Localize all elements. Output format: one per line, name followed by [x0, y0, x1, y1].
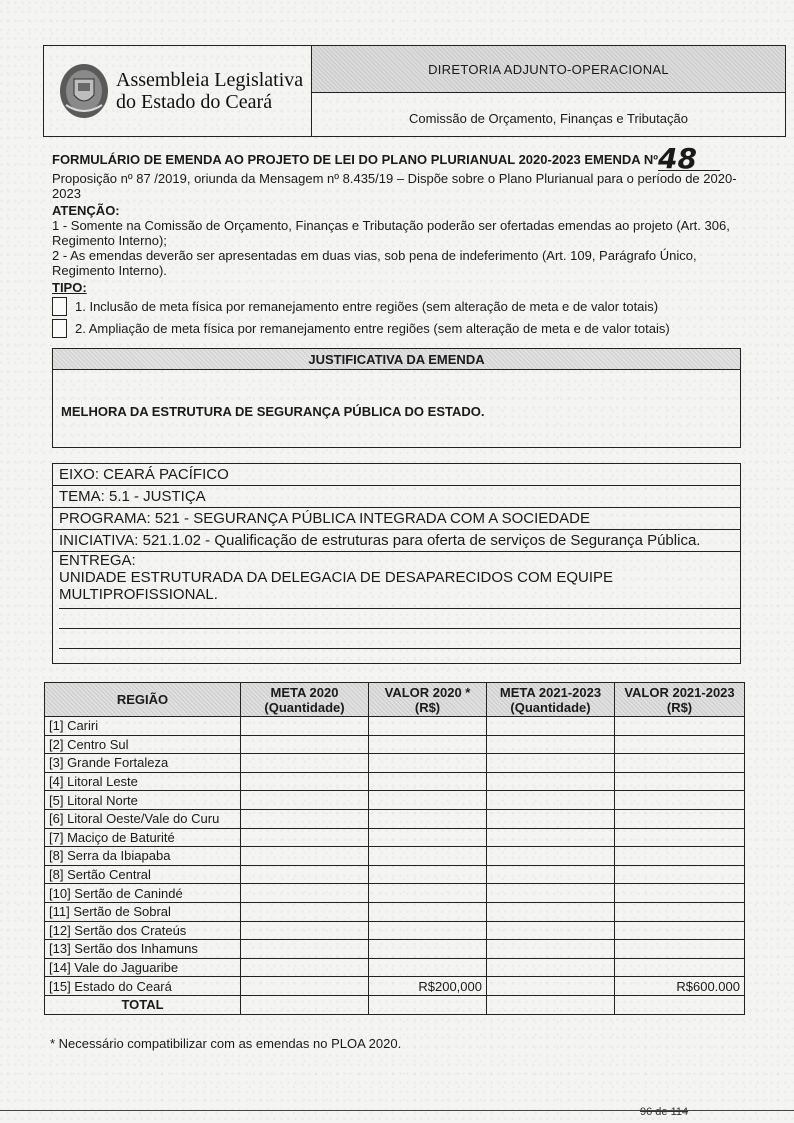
- iniciativa-field[interactable]: INICIATIVA: 521.1.02 - Qualificação de estruturas para oferta de serviços de Segurança Pública.: [53, 530, 740, 552]
- value-cell[interactable]: [487, 791, 615, 810]
- value-cell[interactable]: [615, 809, 745, 828]
- value-cell[interactable]: [369, 828, 487, 847]
- value-cell[interactable]: [615, 735, 745, 754]
- entrega-line: [59, 648, 740, 649]
- value-cell[interactable]: [615, 847, 745, 866]
- total-value-cell[interactable]: [487, 995, 615, 1014]
- value-cell[interactable]: [615, 865, 745, 884]
- total-row: [45, 995, 745, 1014]
- tipo-1-checkbox[interactable]: [52, 297, 67, 316]
- region-cell: [14] Vale do Jaguaribe: [45, 958, 241, 977]
- region-cell: [3] Grande Fortaleza: [45, 754, 241, 773]
- value-cell[interactable]: [487, 772, 615, 791]
- value-cell[interactable]: [369, 921, 487, 940]
- table-row: [45, 958, 745, 977]
- justification-box: [52, 348, 741, 448]
- footer-divider: [0, 1110, 794, 1111]
- total-label: TOTAL: [45, 995, 241, 1014]
- entrega-text: UNIDADE ESTRUTURADA DA DELEGACIA DE DESAPARECIDOS COM EQUIPE MULTIPROFISSIONAL.: [59, 569, 614, 603]
- value-cell[interactable]: [369, 772, 487, 791]
- tipo-option-2: [52, 317, 752, 339]
- table-row: [45, 717, 745, 736]
- value-cell[interactable]: [615, 884, 745, 903]
- value-cell[interactable]: [369, 958, 487, 977]
- table-row: [45, 902, 745, 921]
- tipo-2-label: 2. Ampliação de meta física por remanejamento entre regiões (sem alteração de meta e de valor totais): [75, 320, 670, 336]
- region-cell: [1] Cariri: [45, 717, 241, 736]
- institution-name-line2: do Estado do Ceará: [116, 91, 273, 113]
- region-cell: [5] Litoral Norte: [45, 791, 241, 810]
- value-cell[interactable]: [615, 902, 745, 921]
- value-cell[interactable]: [615, 754, 745, 773]
- value-cell[interactable]: [487, 809, 615, 828]
- value-cell[interactable]: [241, 884, 369, 903]
- footnote: * Necessário compatibilizar com as emendas no PLOA 2020.: [50, 1036, 402, 1051]
- value-cell[interactable]: [241, 772, 369, 791]
- attention-item-2: 2 - As emendas deverão ser apresentadas em duas vias, sob pena de indeferimento (Art. 109, Parágrafo Único, Regimento Interno).: [52, 248, 697, 278]
- entrega-label: ENTREGA:: [59, 552, 136, 569]
- value-cell[interactable]: [241, 865, 369, 884]
- value-cell[interactable]: [241, 977, 369, 996]
- entrega-field[interactable]: [53, 552, 740, 603]
- region-cell: [7] Maciço de Baturité: [45, 828, 241, 847]
- region-cell: [12] Sertão dos Crateús: [45, 921, 241, 940]
- value-cell[interactable]: [487, 735, 615, 754]
- total-value-cell[interactable]: [369, 995, 487, 1014]
- value-cell[interactable]: [241, 717, 369, 736]
- proposition-text: Proposição nº 87 /2019, oriunda da Mensagem nº 8.435/19 – Dispõe sobre o Plano Plurianual para o período de 2020-2023: [52, 171, 737, 201]
- value-cell[interactable]: [369, 940, 487, 959]
- value-cell[interactable]: [487, 828, 615, 847]
- value-cell[interactable]: R$200,000: [369, 977, 487, 996]
- value-cell[interactable]: [241, 791, 369, 810]
- value-cell[interactable]: [615, 717, 745, 736]
- justification-text[interactable]: MELHORA DA ESTRUTURA DE SEGURANÇA PÚBLICA DO ESTADO.: [61, 404, 485, 419]
- total-value-cell[interactable]: [615, 995, 745, 1014]
- tema-field[interactable]: TEMA: 5.1 - JUSTIÇA: [53, 486, 740, 508]
- value-cell[interactable]: [615, 921, 745, 940]
- value-cell[interactable]: [369, 754, 487, 773]
- attention-item-1: 1 - Somente na Comissão de Orçamento, Finanças e Tributação poderão ser ofertadas emendas ao projeto (Art. 306, Regimento Interno);: [52, 218, 730, 248]
- region-cell: [2] Centro Sul: [45, 735, 241, 754]
- value-cell[interactable]: [369, 902, 487, 921]
- value-cell[interactable]: [487, 754, 615, 773]
- value-cell[interactable]: [241, 754, 369, 773]
- document-header: [43, 45, 786, 137]
- value-cell[interactable]: [487, 865, 615, 884]
- region-cell: [8] Serra da Ibiapaba: [45, 847, 241, 866]
- value-cell[interactable]: [487, 902, 615, 921]
- entrega-line: [59, 608, 740, 609]
- institution-block: [44, 46, 312, 136]
- table-row: [45, 828, 745, 847]
- value-cell[interactable]: [369, 865, 487, 884]
- tipo-1-label: 1. Inclusão de meta física por remanejamento entre regiões (sem alteração de meta e de valor totais): [75, 298, 659, 314]
- tipo-2-checkbox[interactable]: [52, 319, 67, 338]
- department-block: [312, 46, 785, 136]
- table-header-row: [45, 683, 745, 717]
- table-row: [45, 921, 745, 940]
- form-title: [52, 142, 752, 175]
- value-cell[interactable]: [241, 921, 369, 940]
- total-value-cell[interactable]: [241, 995, 369, 1014]
- table-row: [45, 847, 745, 866]
- value-cell[interactable]: [487, 940, 615, 959]
- column-header: META 2020 (Quantidade): [241, 683, 369, 717]
- value-cell[interactable]: [487, 847, 615, 866]
- region-table: [44, 682, 745, 1015]
- eixo-field[interactable]: EIXO: CEARÁ PACÍFICO: [53, 464, 740, 486]
- committee-title: Comissão de Orçamento, Finanças e Tributação: [409, 111, 688, 126]
- entrega-line: [59, 628, 740, 629]
- tipo-label: TIPO:: [52, 280, 87, 295]
- table-row: [45, 772, 745, 791]
- column-header: REGIÃO: [45, 683, 241, 717]
- page-number: 96 de 114: [640, 1106, 689, 1118]
- value-cell[interactable]: [615, 958, 745, 977]
- programa-field[interactable]: PROGRAMA: 521 - SEGURANÇA PÚBLICA INTEGRADA COM A SOCIEDADE: [53, 508, 740, 530]
- table-row: [45, 940, 745, 959]
- institution-name: [116, 69, 303, 113]
- value-cell[interactable]: [369, 791, 487, 810]
- region-cell: [6] Litoral Oeste/Vale do Curu: [45, 809, 241, 828]
- value-cell[interactable]: [487, 717, 615, 736]
- value-cell[interactable]: [241, 958, 369, 977]
- value-cell[interactable]: [241, 902, 369, 921]
- form-intro: [52, 142, 752, 339]
- column-header: META 2021-2023 (Quantidade): [487, 683, 615, 717]
- value-cell[interactable]: R$600.000: [615, 977, 745, 996]
- value-cell[interactable]: [241, 735, 369, 754]
- tipo-option-1: [52, 295, 752, 317]
- region-cell: [4] Litoral Leste: [45, 772, 241, 791]
- value-cell[interactable]: [487, 958, 615, 977]
- value-cell[interactable]: [241, 809, 369, 828]
- value-cell[interactable]: [369, 884, 487, 903]
- value-cell[interactable]: [369, 717, 487, 736]
- value-cell[interactable]: [615, 772, 745, 791]
- value-cell[interactable]: [241, 940, 369, 959]
- region-cell: [10] Sertão de Canindé: [45, 884, 241, 903]
- table-row: [45, 754, 745, 773]
- value-cell[interactable]: [369, 809, 487, 828]
- directorate-title: DIRETORIA ADJUNTO-OPERACIONAL: [312, 46, 785, 93]
- table-row: [45, 977, 745, 996]
- value-cell[interactable]: [615, 828, 745, 847]
- value-cell[interactable]: [487, 977, 615, 996]
- value-cell[interactable]: [369, 735, 487, 754]
- value-cell[interactable]: [369, 847, 487, 866]
- justification-heading: JUSTIFICATIVA DA EMENDA: [53, 349, 740, 370]
- table-row: [45, 791, 745, 810]
- value-cell[interactable]: [487, 884, 615, 903]
- column-header: VALOR 2020 * (R$): [369, 683, 487, 717]
- value-cell[interactable]: [487, 921, 615, 940]
- value-cell[interactable]: [241, 828, 369, 847]
- emenda-number-field[interactable]: 48: [658, 148, 720, 171]
- region-cell: [13] Sertão dos Inhamuns: [45, 940, 241, 959]
- value-cell[interactable]: [241, 847, 369, 866]
- region-cell: [8] Sertão Central: [45, 865, 241, 884]
- value-cell[interactable]: [615, 791, 745, 810]
- table-row: [45, 865, 745, 884]
- attention-label: ATENÇÃO:: [52, 203, 120, 218]
- value-cell[interactable]: [615, 940, 745, 959]
- institution-name-line1: Assembleia Legislativa: [116, 69, 304, 91]
- program-info-box: [52, 463, 741, 664]
- table-row: [45, 809, 745, 828]
- column-header: VALOR 2021-2023 (R$): [615, 683, 745, 717]
- region-cell: [11] Sertão de Sobral: [45, 902, 241, 921]
- table-row: [45, 884, 745, 903]
- state-seal-icon: [56, 61, 112, 121]
- table-row: [45, 735, 745, 754]
- form-title-text: FORMULÁRIO DE EMENDA AO PROJETO DE LEI DO PLANO PLURIANUAL 2020-2023 EMENDA Nº: [52, 152, 658, 167]
- region-cell: [15] Estado do Ceará: [45, 977, 241, 996]
